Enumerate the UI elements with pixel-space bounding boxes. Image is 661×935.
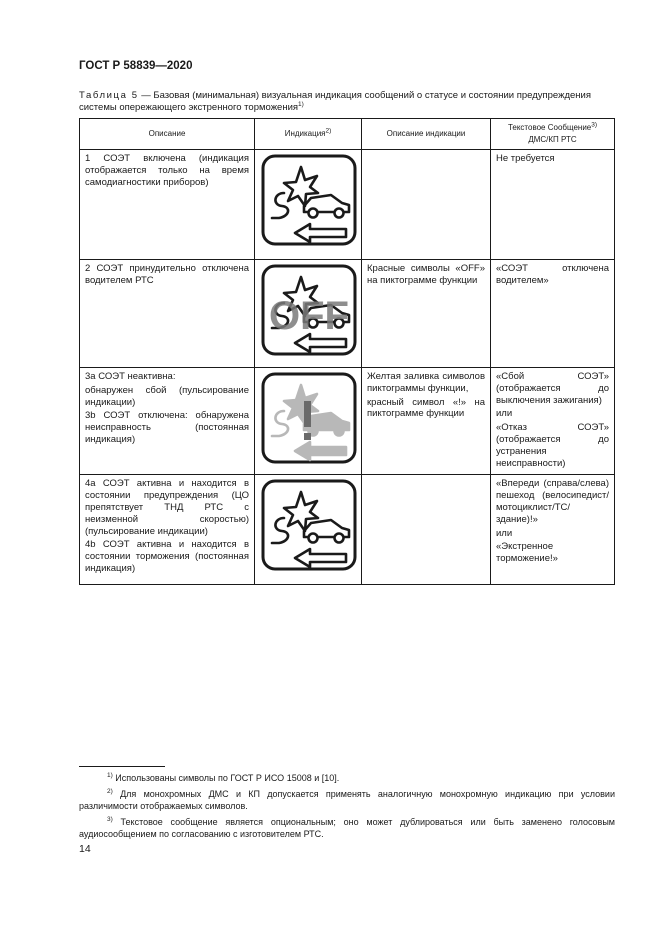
footnote-number: 1) [107,772,113,779]
row-indication-icon [255,475,362,585]
lane-curve-icon [272,193,288,218]
collision-star-icon [284,167,318,206]
row-description: 4a СОЭТ активна и находится в состоянии предупреждения (ЦО препятствует ТНД РТС с неизменной скоростью) (пульсирование индикации) 4b СОЭТ активна и находится в состоянии торможения (постоянная индикация) [80,475,255,585]
footnote [79,788,615,812]
table-row [80,368,615,475]
row-description: 1 СОЭТ включена (индикация отображается только на время самодиагностики приборов) [80,150,255,260]
header-text-message: Текстовое Сообщение$^{3)}$ ДМС/КП РТС [491,119,615,150]
aeb-pictogram-icon [260,478,358,572]
row-indication-description: Желтая заливка символов пиктограммы функции, красный символ «!» на пиктограмме функции [362,368,491,475]
footnote-text: Использованы символы по ГОСТ Р ИСО 15008 и [10]. [115,773,340,783]
table-header-row [80,119,615,150]
status-indication-table [79,118,615,585]
row-indication-description: Красные символы «OFF» на пиктограмме функции [362,260,491,368]
row-description: 2 СОЭТ принудительно отключена водителем РТС [80,260,255,368]
footnote-text: Текстовое сообщение является опциональным; оно может дублироваться или быть заменено голосовым аудиосообщением по согласованию с изготовителем РТС. [79,817,615,839]
lane-curve-icon [272,411,288,436]
arrow-left-icon [295,224,346,242]
footnote [79,772,615,784]
caption-label: Таблица 5 [79,90,139,101]
page-number: 14 [79,843,91,855]
row-indication-icon [255,368,362,475]
collision-star-icon [284,492,318,531]
row-description: 3a СОЭТ неактивна: обнаружен сбой (пульсирование индикации) 3b СОЭТ отключена: обнаружена неисправность (постоянная индикация) [80,368,255,475]
arrow-left-icon [295,442,346,460]
row-text-message: «Сбой СОЭТ» (отображается до выключения зажигания) или «Отказ СОЭТ» (отображается до устранения неисправности) [491,368,615,475]
caption-footnote-ref: 1) [298,100,304,108]
exclamation-icon [304,401,311,427]
off-overlay-text: OFF [269,294,349,338]
aeb-pictogram-icon [260,371,358,465]
lane-curve-icon [272,518,288,543]
header-description: Описание [80,119,255,150]
row-indication-icon [255,260,362,368]
table-caption [79,90,613,114]
row-indication-description [362,150,491,260]
table-row [80,150,615,260]
footnotes [79,772,615,844]
aeb-pictogram-icon [260,263,358,357]
aeb-pictogram-icon [260,153,358,247]
document-id: ГОСТ Р 58839—2020 [79,60,193,72]
header-indication: Индикация$^{2)}$ [255,119,362,150]
header-indication-description: Описание индикации [362,119,491,150]
row-text-message: «Впереди (справа/слева) пешеход (велосипедист/мотоциклист/ТС/здание)!» или «Экстренное торможение!» [491,475,615,585]
footnote-number: 3) [107,816,113,823]
row-indication-description [362,475,491,585]
footnote-divider [79,766,165,767]
footnote [79,816,615,840]
caption-text: — Базовая (минимальная) визуальная индикация сообщений о статусе и состоянии предупреждения системы опережающего экстренного торможения [79,90,591,113]
table-row [80,475,615,585]
row-text-message: Не требуется [491,150,615,260]
arrow-left-icon [295,549,346,567]
footnote-text: Для монохромных ДМС и КП допускается применять аналогичную монохромную индикацию при условии различимости отображаемых символов. [79,789,615,811]
footnote-number: 2) [107,788,113,795]
table-row [80,260,615,368]
row-indication-icon [255,150,362,260]
row-text-message: «СОЭТ отключена водителем» [491,260,615,368]
